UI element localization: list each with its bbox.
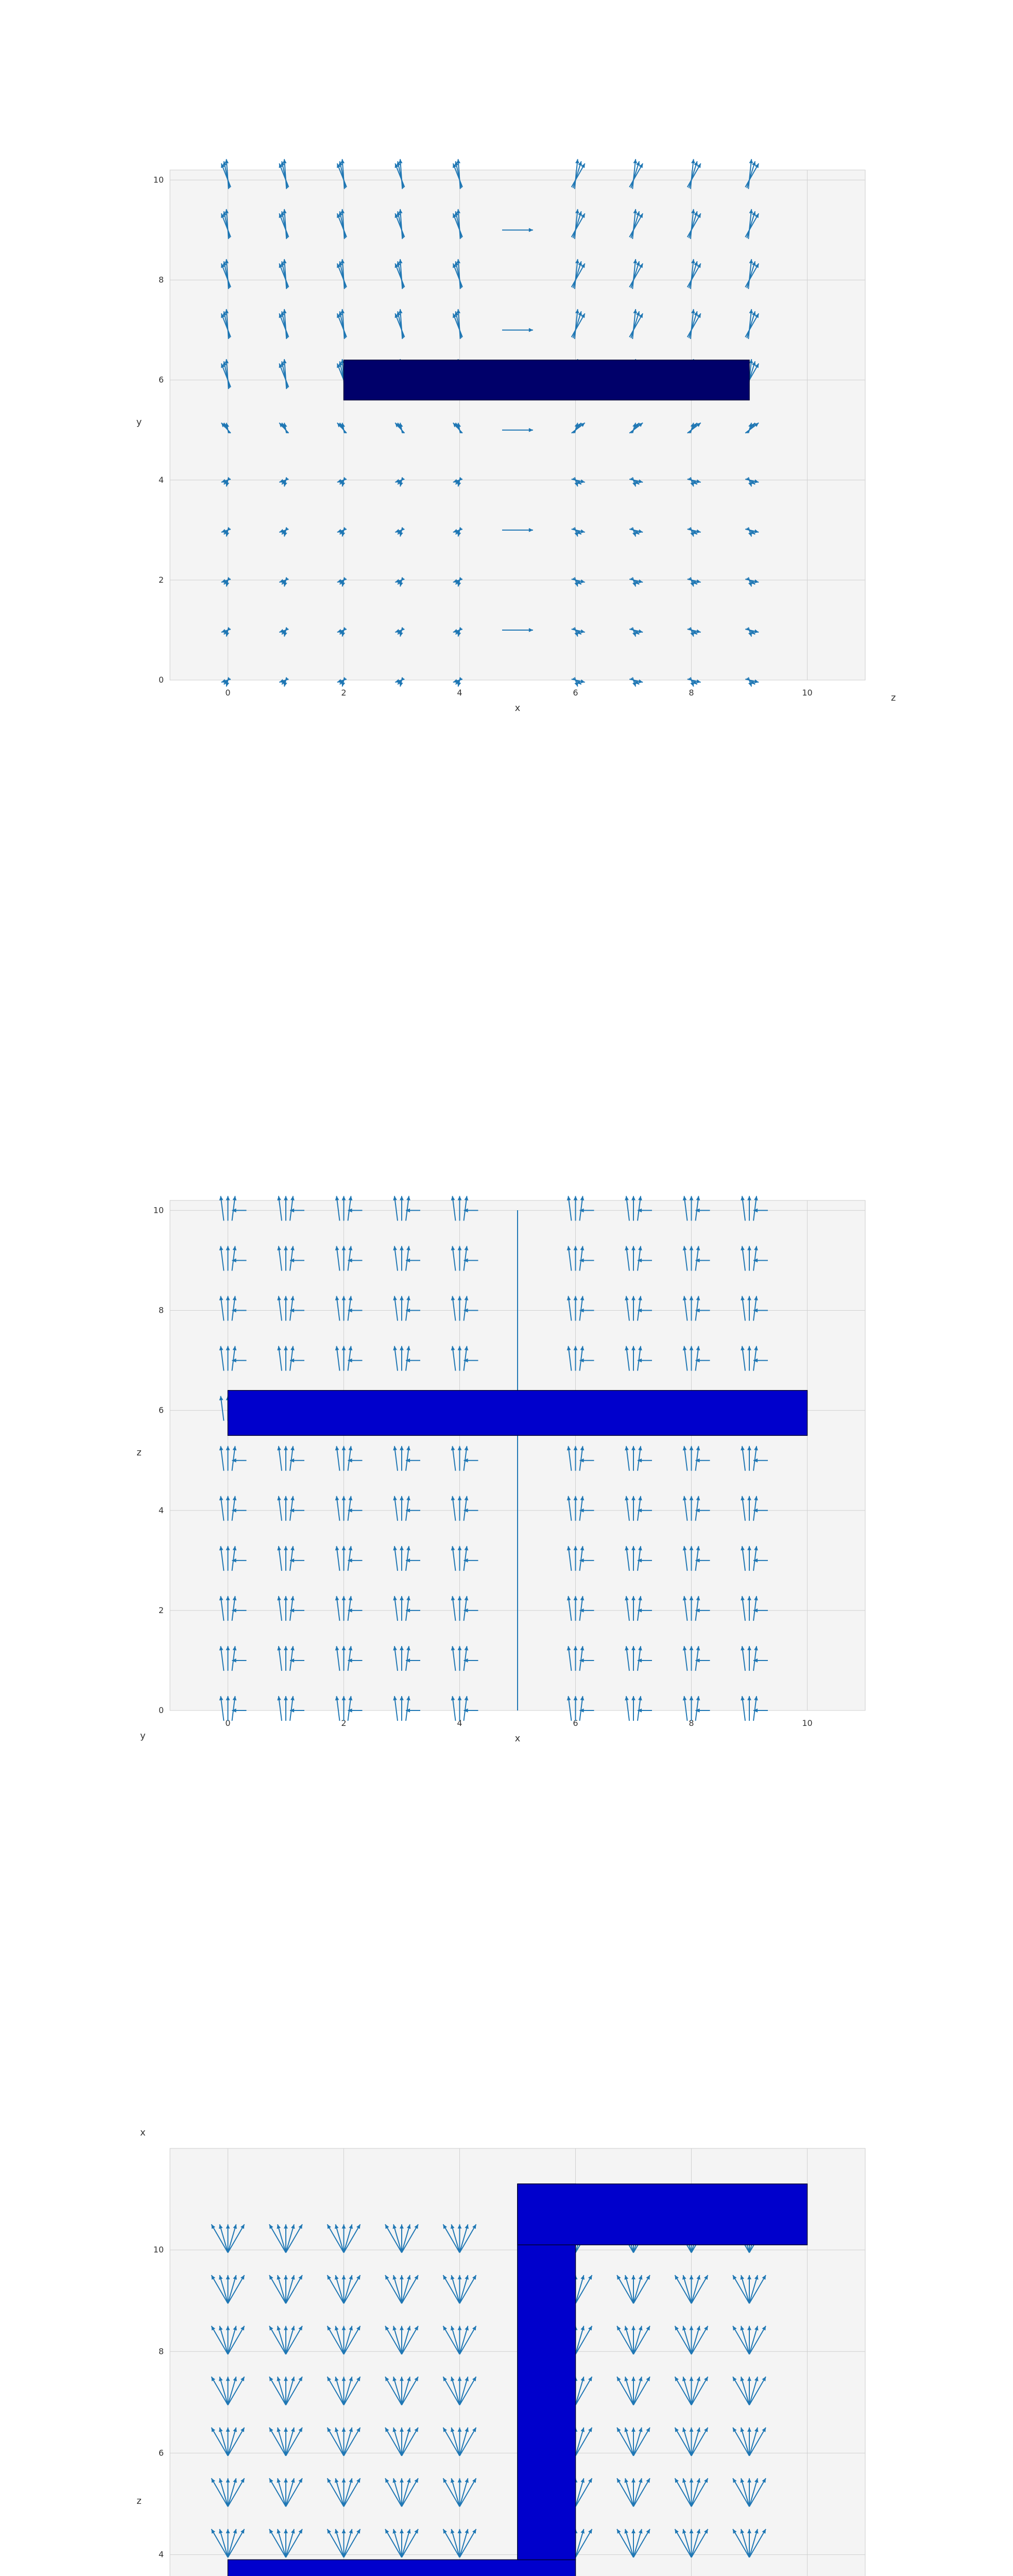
y-tick-label: 10	[153, 2245, 164, 2255]
x-tick-label: 6	[573, 1718, 578, 1728]
quiver-arrow-head	[225, 159, 229, 163]
quiver-arrow-head	[284, 1196, 288, 1200]
x-tick-label: 2	[341, 688, 347, 698]
z-axis-label: z	[891, 692, 896, 703]
quiver-arrow-head	[690, 1196, 694, 1200]
y-tick-label: 2	[158, 1605, 164, 1615]
chart-top-view	[0, 0, 1013, 747]
x-tick-label: 8	[689, 688, 694, 698]
x-axis-label: x	[514, 1733, 521, 1744]
x-axis-label: x	[514, 703, 521, 714]
y-tick-label: 4	[158, 474, 164, 485]
quiver-arrow-head	[456, 159, 460, 163]
quiver-arrow-head	[458, 1196, 462, 1200]
x-tick-label: 4	[457, 688, 462, 698]
y-tick-label: 0	[158, 675, 164, 685]
y-tick-label: 8	[158, 2346, 164, 2357]
quiver-arrow-head	[283, 159, 287, 163]
y-tick-label: 0	[158, 1705, 164, 1715]
y-tick-label: 2	[158, 574, 164, 585]
x-tick-label: 0	[225, 1718, 231, 1728]
x-tick-label: 2	[341, 1718, 347, 1728]
panel-front-view	[0, 2087, 1013, 2576]
x-tick-label: 0	[225, 688, 231, 698]
y-tick-label: 6	[158, 375, 164, 385]
obstacle-slab	[228, 2560, 576, 2576]
quiver-arrow-head	[342, 1196, 346, 1200]
x-tick-label: 10	[802, 1718, 813, 1728]
chart-front-view	[0, 2087, 1013, 2576]
quiver-arrow-head	[226, 1196, 230, 1200]
x-tick-label: 4	[457, 1718, 462, 1728]
panel-side-view	[0, 1108, 1013, 1829]
y-tick-label: 6	[158, 1405, 164, 1415]
plot-pane	[170, 170, 865, 680]
y-tick-label: 8	[158, 275, 164, 285]
obstacle-slab	[518, 2184, 808, 2245]
z-axis-label: x	[140, 2127, 146, 2138]
y-axis-label: y	[136, 417, 142, 428]
obstacle-slab	[228, 1391, 808, 1435]
quiver-arrow-head	[400, 1196, 404, 1200]
obstacle-slab-shaded	[344, 360, 750, 400]
x-tick-label: 6	[573, 688, 578, 698]
quiver-arrow-head	[631, 1196, 636, 1200]
quiver-arrow-head	[574, 1196, 578, 1200]
quiver-arrow-head	[340, 159, 345, 163]
chart-side-view	[0, 1108, 1013, 1829]
panel-top-view	[0, 0, 1013, 747]
y-tick-label: 10	[153, 1205, 164, 1215]
x-tick-label: 8	[689, 1718, 694, 1728]
y-tick-label: 10	[153, 175, 164, 185]
y-tick-label: 4	[158, 2549, 164, 2560]
quiver-arrow-head	[747, 1196, 751, 1200]
x-tick-label: 10	[802, 688, 813, 698]
y-axis-label: z	[136, 2496, 142, 2506]
y-tick-label: 8	[158, 1305, 164, 1315]
z-axis-label: y	[140, 1731, 146, 1741]
y-tick-label: 6	[158, 2448, 164, 2458]
y-tick-label: 4	[158, 1505, 164, 1515]
y-axis-label: z	[136, 1447, 142, 1458]
quiver-arrow-head	[399, 159, 403, 163]
